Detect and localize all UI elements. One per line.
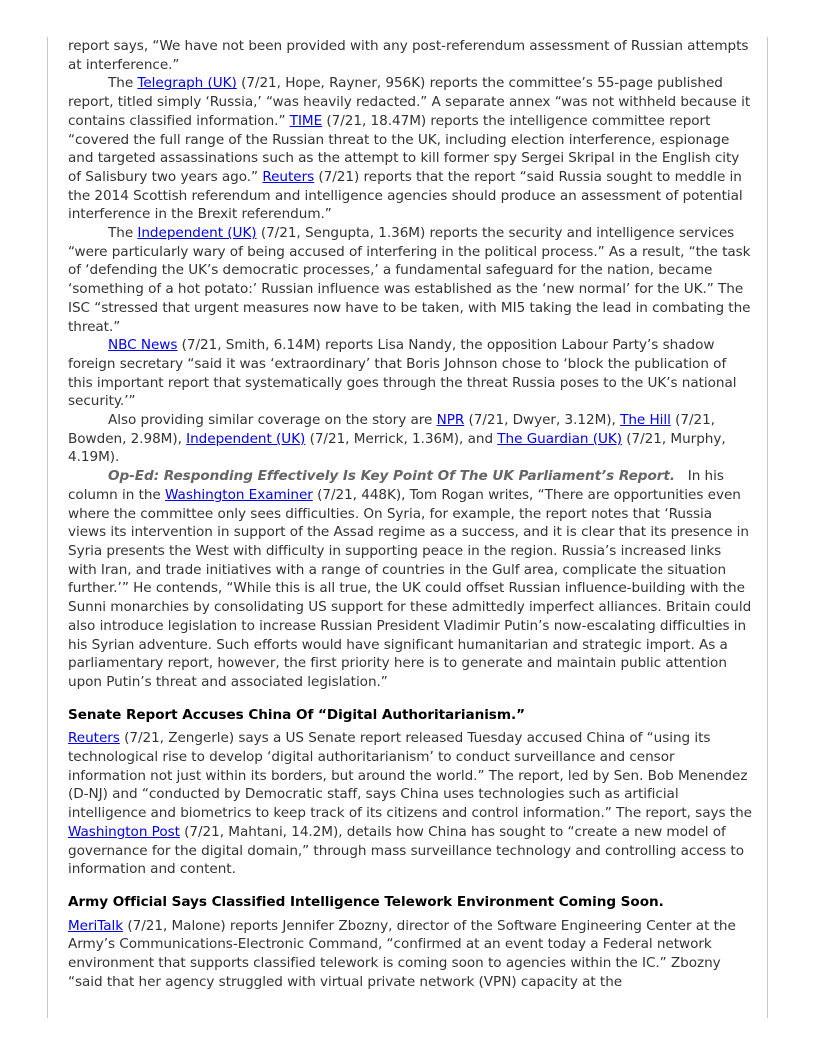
link-independent-merrick[interactable]: Independent (UK) — [186, 430, 306, 447]
link-independent[interactable]: Independent (UK) — [137, 225, 257, 242]
link-npr[interactable]: NPR — [436, 412, 465, 429]
paragraph-oped: Op-Ed: Responding Effectively Is Key Point Of The UK Parliament’s Report. In his column in the Washington Examiner (7/21, 448K), Tom Rogan writes, “There are opportunities even where the committee only sees difficulties. On Syria, for example, the report notes that ‘Russia views its intervention in support of the Assad regime as a success, and it is clear that its presence in Syria presents the West with difficulty in supporting peace in the region. Russia’s increased links with Iran, and trade initiatives with a range of countries in the Gulf area, complicate the situation further.’” He contends, “While this is all true, the UK could offset Russian influence-building with the Sunni monarchies by consolidating US support for these admittedly imperfect alliances. Britain could also introduce legislation to increase Russian President Vladimir Putin’s now-escalating difficulties in his Syrian adventure. Such efforts would have significant humanitarian and strategic import. As a parliamentary report, however, the first priority here is to generate and maintain public attention upon Putin’s threat and associated legislation.” — [68, 468, 752, 690]
paragraph-china: Reuters (7/21, Zengerle) says a US Senate report released Tuesday accused China of “using its technological rise to develop ‘digital authoritarianism’ to conduct surveillance and censor information not just within its borders, but around the world.” The report, led by Sen. Bob Menendez (D-NJ) and “conducted by Democratic staff, says China uses technologies such as artificial intelligence and biometrics to keep track of its citizens and control information.” The report, says the Washington Post (7/21, Mahtani, 14.2M), details how China has sought to “create a new model of governance for the digital domain,” through mass surveillance technology and controlling access to information and content. — [68, 730, 752, 878]
paragraph-also-coverage: Also providing similar coverage on the story are NPR (7/21, Dwyer, 3.12M), The Hill (7/21, Bowden, 2.98M), Independent (UK) (7/21, Merrick, 1.36M), and The Guardian (UK) (7/21, Murphy, 4.19M). — [68, 412, 726, 466]
heading-china-article: Senate Report Accuses China Of “Digital Authoritarianism.” — [68, 706, 525, 723]
link-washington-post[interactable]: Washington Post — [68, 823, 180, 840]
paragraph-independent: The Independent (UK) (7/21, Sengupta, 1.36M) reports the security and intelligence services “were particularly wary of being accused of interfering in the political process.” As a result, “the task of ‘defending the UK’s democratic processes,’ a fundamental safeguard for the nation, became ‘something of a hot potato:’ Russian influence was established as the ‘new normal’ for the UK.” The ISC “stressed that urgent measures now have to be taken, with MI5 taking the lead in combating the threat.” — [68, 225, 751, 335]
paragraph-nbc: NBC News (7/21, Smith, 6.14M) reports Lisa Nandy, the opposition Labour Party’s shadow foreign secretary “said it was ‘extraordinary’ that Boris Johnson chose to ‘block the publication of this important report that systematically goes through the threat Russia poses to the UK’s national security.’” — [68, 337, 737, 410]
paragraph-continuation: report says, “We have not been provided with any post-referendum assessment of Russian attempts at interference.” — [68, 38, 749, 73]
document-body — [68, 37, 752, 991]
link-time[interactable]: TIME — [289, 112, 323, 129]
link-the-hill[interactable]: The Hill — [620, 412, 671, 429]
link-telegraph[interactable]: Telegraph (UK) — [137, 75, 237, 92]
paragraph-telegraph: The Telegraph (UK) (7/21, Hope, Rayner, 956K) reports the committee’s 55-page published report, titled simply ‘Russia,’ “was heavily redacted.” A separate annex “was not withheld because it contains classified information.” TIME (7/21, 18.47M) reports the intelligence committee report “covered the full range of the Russian threat to the UK, including election interference, espionage and targeted assassinations such as the attempt to kill former spy Sergei Skripal in the English city of Salisbury two years ago.” Reuters (7/21) reports that the report “said Russia sought to meddle in the 2014 Scottish referendum and intelligence agencies should produce an assessment of potential interference in the Brexit referendum.” — [68, 75, 751, 223]
link-meritalk[interactable]: MeriTalk — [68, 917, 124, 934]
link-reuters-china[interactable]: Reuters — [68, 730, 120, 747]
link-washington-examiner[interactable]: Washington Examiner — [165, 486, 313, 503]
heading-army-article: Army Official Says Classified Intelligence Telework Environment Coming Soon. — [68, 893, 664, 910]
link-nbc-news[interactable]: NBC News — [108, 337, 178, 354]
oped-title: Op-Ed: Responding Effectively Is Key Point Of The UK Parliament’s Report. — [108, 468, 675, 485]
paragraph-army: MeriTalk (7/21, Malone) reports Jennifer Zbozny, director of the Software Engineering Center at the Army’s Communications-Electronic Command, “confirmed at an event today a Federal network environment that supports classified telework is coming soon to agencies within the IC.” Zbozny “said that her agency struggled with virtual private network (VPN) capacity at the — [68, 917, 736, 990]
link-reuters[interactable]: Reuters — [262, 168, 315, 185]
link-guardian[interactable]: The Guardian (UK) — [497, 430, 623, 447]
